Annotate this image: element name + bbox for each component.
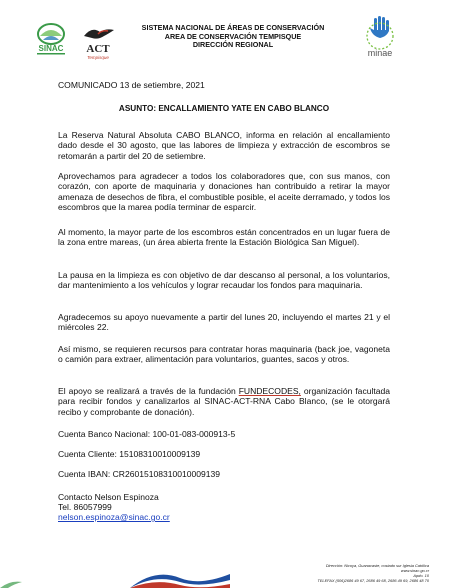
- contacto-email[interactable]: [58, 512, 391, 522]
- paragraph-1: La Reserva Natural Absoluta CABO BLANCO, informa en relación al encallamiento dado desde el 30 agosto, que las labores de limpieza y extracción de escombros se retomarán a partir del 20 de setiembre.: [58, 130, 390, 161]
- header-line-2: AREA DE CONSERVACIÓN TEMPISQUE: [164, 31, 302, 41]
- bird-graphic-icon: [0, 560, 30, 588]
- paragraph-3: Al momento, la mayor parte de los escombros están concentrados en un lugar fuera de la zona entre mareas, (un área abierta frente la Estación Biológica San Miguel).: [58, 227, 390, 248]
- svg-text:ACT: ACT: [86, 43, 110, 55]
- svg-text:SINAC: SINAC: [38, 44, 64, 53]
- cuenta-nacional: Cuenta Banco Nacional: 100-01-083-000913-5: [58, 429, 236, 439]
- paragraph-2: Aprovechamos para agradecer a todos los colaboradores que, con sus manos, con corazón, con aporte de maquinaria y donaciones han contribuido a retirar la mayor amenaza de desechos de fibra, el combustible posible, el aceite derramado, y todos los escombros que la marea podía terminar de esparcir.: [58, 171, 390, 212]
- paragraph-6: Así mismo, se requieren recursos para contratar horas maquinaria (back joe, vagoneta o camión para extraer, alimentación para voluntarios, guantes, sacos y otros.: [58, 344, 390, 365]
- comunicado-date: COMUNICADO 13 de setiembre, 2021: [58, 80, 205, 90]
- footer-contact-info: [199, 563, 429, 583]
- letterhead: [118, 24, 348, 50]
- footer-web: www.sinac.go.cr: [400, 568, 429, 574]
- minae-logo: [354, 14, 406, 60]
- paragraph-5: Agradecemos su apoyo nuevamente a partir del lunes 20, incluyendo el martes 21 y el miércoles 22.: [58, 312, 390, 333]
- fundacion-name: FUNDECODES,: [238, 386, 301, 396]
- footer-direccion: Dirección: Nicoya, Guanacaste, costado sur Iglesia Católica: [325, 563, 429, 568]
- sinac-logo: [31, 20, 71, 58]
- svg-text:Tempisque: Tempisque: [87, 55, 109, 60]
- header-line-1: SISTEMA NACIONAL DE ÁREAS DE CONSERVACIÓN: [141, 23, 325, 32]
- apoyo-after: organización facultada para recibir fondos y canalizarlos al SINAC-ACT-RNA Cabo Blanco, (se le otorgará recibo y comprobante de donación).: [58, 386, 390, 417]
- contacto-tel: Tel. 86057999: [58, 502, 112, 512]
- act-logo: [78, 18, 118, 62]
- contacto-nombre: Contacto Nelson Espinoza: [58, 492, 159, 502]
- email-link[interactable]: nelson.espinoza@sinac.go.cr: [58, 512, 170, 522]
- svg-text:minae: minae: [367, 48, 393, 58]
- asunto-title: ASUNTO: ENCALLAMIENTO YATE EN CABO BLANCO: [118, 104, 330, 113]
- footer-apdo: Apdo. 10: [413, 573, 429, 579]
- cuenta-cliente: Cuenta Cliente: 15108310010009139: [58, 449, 201, 459]
- header-line-3: DIRECCIÓN REGIONAL: [192, 40, 274, 50]
- paragraph-4: La pausa en la limpieza es con objetivo de dar descanso al personal, a los voluntarios, dar mantenimiento a los vehículos y lograr recaudar los fondos para maquinaria.: [58, 270, 390, 291]
- footer-telefax: TELEFAX (506)2686 49 67, 2686 49 68, 2686 49 69, 2686 48 70: [317, 578, 429, 584]
- apoyo-before: El apoyo se realizará a través de la fundación: [58, 386, 239, 396]
- paragraph-apoyo: [58, 386, 390, 417]
- cuenta-iban: Cuenta IBAN: CR26015108310010009139: [58, 469, 221, 479]
